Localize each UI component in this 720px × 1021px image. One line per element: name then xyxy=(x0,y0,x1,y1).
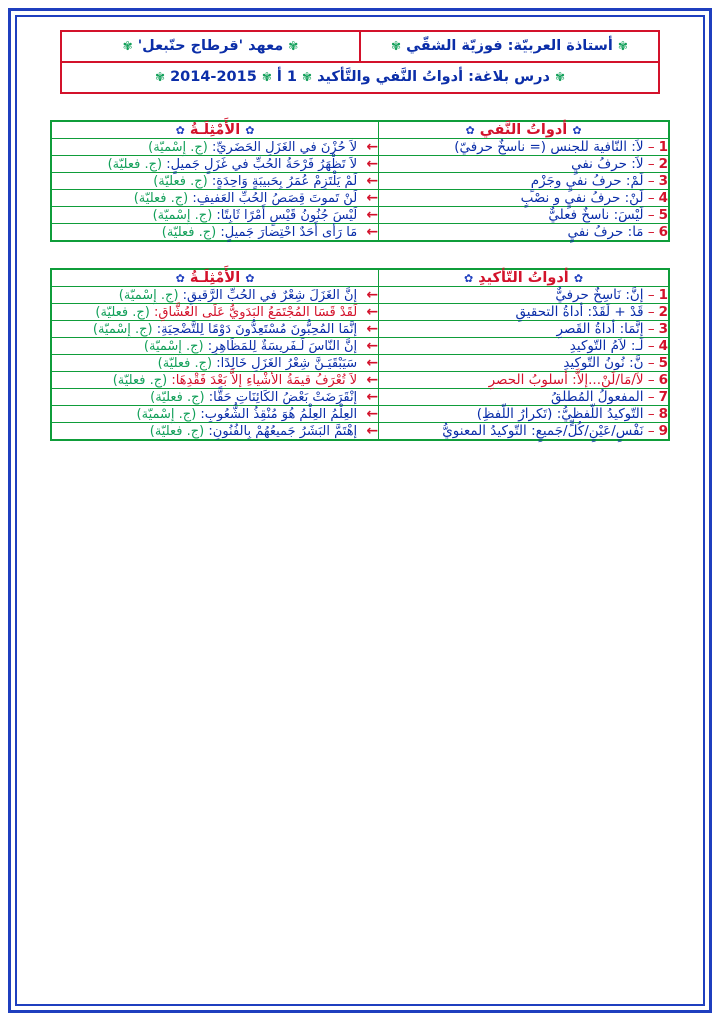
table-row xyxy=(51,190,669,207)
star-icon: ✿ xyxy=(175,272,185,285)
row-number: 2 xyxy=(658,156,668,172)
arrow-icon: ← xyxy=(366,321,379,337)
example-tag: (ج. فعليّة) xyxy=(149,424,205,439)
row-number: 3 xyxy=(658,173,668,189)
rule-cell xyxy=(379,355,669,372)
row-number: 4 xyxy=(658,338,668,354)
header-lesson xyxy=(62,63,658,92)
dash: – xyxy=(647,389,655,405)
row-number: 6 xyxy=(658,372,668,388)
row-number: 5 xyxy=(658,207,668,223)
rule-text: إنَّ: نَاسِخٌ حرفيٌّ xyxy=(555,287,644,303)
row-number: 6 xyxy=(658,224,668,240)
rule-cell xyxy=(379,139,669,156)
example-cell xyxy=(51,423,379,441)
example-cell xyxy=(51,139,379,156)
rule-text: لَنْ: حرفُ نفيٍ و نصْبٍ xyxy=(520,190,644,206)
table-row xyxy=(51,321,669,338)
table-row xyxy=(51,173,669,190)
dash: – xyxy=(647,173,655,189)
star-icon: ✿ xyxy=(465,124,475,137)
example-text: لاَ تُعْرَفُ قيمَةُ الأشْياءِ إلاَّ بَعْدَ فَقْدِهَا: xyxy=(171,373,358,388)
header-teacher-text: أستاذة العربيّة: فوزيّة الشقّي xyxy=(406,38,613,54)
rule-text: نَّ: نُونُ التّوكيدِ xyxy=(563,355,644,371)
emphasis-title-examples xyxy=(51,269,379,287)
example-tag: (ج. فعليّة) xyxy=(161,225,217,240)
example-text: العِلْمُ العِلْمُ هُوَ مُنْقِذُ الشُّعُوبِ: xyxy=(200,407,358,422)
table-row xyxy=(51,406,669,423)
rule-cell xyxy=(379,190,669,207)
rule-text: لَـ: لاَمُ التّوكيدِ xyxy=(569,338,644,354)
example-tag: (ج. فعليّة) xyxy=(157,356,213,371)
rule-text: التّوكيدُ اللّفظيُّ: (تَكرارُ اللّفظِ) xyxy=(476,406,644,422)
document-content xyxy=(28,30,692,441)
example-cell xyxy=(51,372,379,389)
table-row xyxy=(51,156,669,173)
example-text: لَمْ يَلْتَزِمْ عُمَرُ بِحَبيبَةٍ وَاحِدَةٍ: xyxy=(211,174,358,189)
example-tag: (ج. إِسْميّة) xyxy=(152,208,213,223)
rule-cell xyxy=(379,287,669,304)
table-header-row xyxy=(51,121,669,139)
rule-text: لاَ/مَا/لَنْ...إلاَّ: أسلوبُ الحصرِ xyxy=(488,372,644,388)
example-text: إنَّ النّاسَ لَـفَريسَةٌ لِلمَظَاهِرِ: xyxy=(207,339,358,354)
header-school xyxy=(62,32,359,61)
dash: – xyxy=(647,423,655,439)
rule-text: قَدْ + لَقَدْ: أداةُ التحقيقِ xyxy=(515,304,644,320)
row-number: 7 xyxy=(658,389,668,405)
flower-icon: ✾ xyxy=(122,39,133,53)
table-row xyxy=(51,423,669,441)
arrow-icon: ← xyxy=(366,355,379,371)
flower-icon: ✾ xyxy=(554,70,565,84)
example-cell xyxy=(51,304,379,321)
row-number: 2 xyxy=(658,304,668,320)
rule-cell xyxy=(379,173,669,190)
arrow-icon: ← xyxy=(366,190,379,206)
dash: – xyxy=(647,156,655,172)
arrow-icon: ← xyxy=(366,304,379,320)
row-number: 1 xyxy=(658,139,668,155)
emphasis-title-rules-text: أدواتُ التّأكيدِ xyxy=(478,270,569,286)
example-text: لاَ حُزْنَ في الغَزَلِ الحَضَريِّ: xyxy=(211,140,358,155)
negation-table xyxy=(50,120,670,242)
row-number: 1 xyxy=(658,287,668,303)
dash: – xyxy=(647,139,655,155)
document-header xyxy=(60,30,660,94)
header-row-top xyxy=(62,32,658,63)
rule-text: لَمْ: حرفُ نفيٍ وجَزْمٍ xyxy=(530,173,644,189)
table-row xyxy=(51,389,669,406)
table-row xyxy=(51,139,669,156)
arrow-icon: ← xyxy=(366,389,379,405)
example-cell xyxy=(51,207,379,224)
example-cell xyxy=(51,156,379,173)
flower-icon: ✾ xyxy=(155,70,166,84)
arrow-icon: ← xyxy=(366,406,379,422)
rule-text: إنَّمَا: أداةُ القَصرِ xyxy=(556,321,644,337)
star-icon: ✿ xyxy=(463,272,474,285)
header-school-text: معهد 'قرطاج حنّبعل' xyxy=(137,38,284,54)
header-class-text: 1 أ xyxy=(276,69,297,85)
example-text: إنْقَرَضَتْ بَعْضُ الكَائِنَاتِ حَقًّا: xyxy=(208,390,358,405)
example-tag: (ج. إِسْميّة) xyxy=(136,407,197,422)
example-text: لَقَدْ قَسَا المُجْتَمَعُ البَدَويُّ عَلَى العُشَّاقِ: xyxy=(154,305,358,320)
row-number: 9 xyxy=(658,423,668,439)
table-row xyxy=(51,372,669,389)
example-cell xyxy=(51,355,379,372)
flower-icon: ✾ xyxy=(391,39,402,53)
row-number: 4 xyxy=(658,190,668,206)
arrow-icon: ← xyxy=(366,287,379,303)
rule-text: مَا: حرفُ نفيٍ xyxy=(567,224,644,240)
negation-title-rules-text: أدواتُ النَّفي xyxy=(479,122,568,138)
rule-cell xyxy=(379,389,669,406)
negation-title-rules xyxy=(379,121,669,139)
rule-cell xyxy=(379,423,669,441)
example-tag: (ج. فعليّة) xyxy=(150,390,205,405)
star-icon: ✿ xyxy=(245,124,255,137)
example-text: لَيْسَ جُنُونُ قَيْسٍ أَمْرًا ثَابِتًا: xyxy=(216,208,358,223)
arrow-icon: ← xyxy=(366,423,379,439)
example-tag: (ج. إِسْميّة) xyxy=(148,140,208,155)
rule-text: نَفْسٍ/عَيْنٍ/كُلٍّ/جَميعٍ: التّوكيدُ المعنويُّ xyxy=(442,423,644,439)
example-text: لاَ تَظْهَرُ فَرْحَةُ الحُبِّ في غَزَلٍ جَميلٍ: xyxy=(166,157,358,172)
emphasis-table xyxy=(50,268,670,441)
rule-cell xyxy=(379,338,669,355)
example-cell xyxy=(51,389,379,406)
rule-cell xyxy=(379,406,669,423)
example-cell xyxy=(51,321,379,338)
dash: – xyxy=(647,224,655,240)
flower-icon: ✾ xyxy=(617,39,628,53)
example-cell xyxy=(51,190,379,207)
rule-text: لَيْسَ: ناسخٌ فعليٌّ xyxy=(548,207,644,223)
example-cell xyxy=(51,287,379,304)
table-row xyxy=(51,224,669,242)
example-tag: (ج. فعليّة) xyxy=(112,373,168,388)
example-cell xyxy=(51,173,379,190)
example-tag: (ج. إِسْميّة) xyxy=(92,322,153,337)
arrow-icon: ← xyxy=(366,139,379,155)
example-text: لَنْ تَموتَ قِصَصُ الحُبِّ العَفيفِ: xyxy=(192,191,358,206)
dash: – xyxy=(647,304,655,320)
dash: – xyxy=(647,406,655,422)
rule-text: لاَ: النّافية للجنس (= ناسخٌ حرفيّ) xyxy=(454,139,644,155)
table-row xyxy=(51,207,669,224)
negation-title-examples xyxy=(51,121,379,139)
rule-cell xyxy=(379,304,669,321)
rule-cell xyxy=(379,372,669,389)
dash: – xyxy=(647,372,655,388)
example-text: إنَّ الغَزَلَ شِعْرٌ في الحُبِّ الرَّقيقِ: xyxy=(182,288,358,303)
table-row xyxy=(51,304,669,321)
example-cell xyxy=(51,406,379,423)
flower-icon: ✾ xyxy=(261,70,272,84)
arrow-icon: ← xyxy=(366,338,379,354)
header-lesson-text: درس بلاغة: أدواتُ النَّفي والتَّأكيد xyxy=(317,69,550,85)
arrow-icon: ← xyxy=(366,156,379,172)
example-tag: (ج. إِسْميّة) xyxy=(143,339,204,354)
example-cell xyxy=(51,338,379,355)
dash: – xyxy=(647,321,655,337)
table-row xyxy=(51,338,669,355)
example-tag: (ج. إِسْميّة) xyxy=(118,288,179,303)
emphasis-title-examples-text: الأَمْثِلَـةُ xyxy=(189,270,241,286)
example-tag: (ج. فعليّة) xyxy=(153,174,208,189)
table-header-row xyxy=(51,269,669,287)
rule-cell xyxy=(379,321,669,338)
rule-text: لاَ: حرفُ نفيٍ xyxy=(571,156,644,172)
example-tag: (ج. فعليّة) xyxy=(133,191,189,206)
flower-icon: ✾ xyxy=(288,39,299,53)
rule-text: المفعولُ المُطلقُ xyxy=(550,389,644,405)
star-icon: ✿ xyxy=(572,124,582,137)
dash: – xyxy=(647,355,655,371)
example-tag: (ج. فعليّة) xyxy=(95,305,150,320)
star-icon: ✿ xyxy=(573,272,584,285)
star-icon: ✿ xyxy=(175,124,185,137)
example-text: مَا رَأى أَحَدٌ احْتِضارَ جَميلٍ: xyxy=(220,225,358,240)
star-icon: ✿ xyxy=(245,272,255,285)
arrow-icon: ← xyxy=(366,207,379,223)
example-tag: (ج. فعليّة) xyxy=(107,157,163,172)
arrow-icon: ← xyxy=(366,224,379,240)
row-number: 5 xyxy=(658,355,668,371)
example-text: إهْتَمَّ البَشَرُ جَميعُهُمْ بِالفُنُونِ: xyxy=(208,424,358,439)
header-year-text: 2015-2014 xyxy=(170,69,257,85)
rule-cell xyxy=(379,207,669,224)
arrow-icon: ← xyxy=(366,372,379,388)
table-row xyxy=(51,287,669,304)
emphasis-title-rules xyxy=(379,269,669,287)
negation-title-examples-text: الأَمْثِلَـةُ xyxy=(189,122,241,138)
flower-icon: ✾ xyxy=(302,70,313,84)
table-row xyxy=(51,355,669,372)
example-cell xyxy=(51,224,379,242)
arrow-icon: ← xyxy=(366,173,379,189)
dash: – xyxy=(647,190,655,206)
row-number: 3 xyxy=(658,321,668,337)
rule-cell xyxy=(379,224,669,242)
dash: – xyxy=(647,207,655,223)
dash: – xyxy=(647,338,655,354)
header-teacher xyxy=(359,32,658,61)
example-text: سَيَبْقَيَـنَّ شِعْرُ الغَزَلِ خَالِدًا: xyxy=(216,356,358,371)
rule-cell xyxy=(379,156,669,173)
header-row-bottom xyxy=(62,63,658,92)
example-text: إنَّمَا المُحِبُّونَ مُسْتَعِدُّونَ دَوْمًا لِلتَّضْحِيَةِ: xyxy=(156,322,358,337)
row-number: 8 xyxy=(658,406,668,422)
dash: – xyxy=(647,287,655,303)
